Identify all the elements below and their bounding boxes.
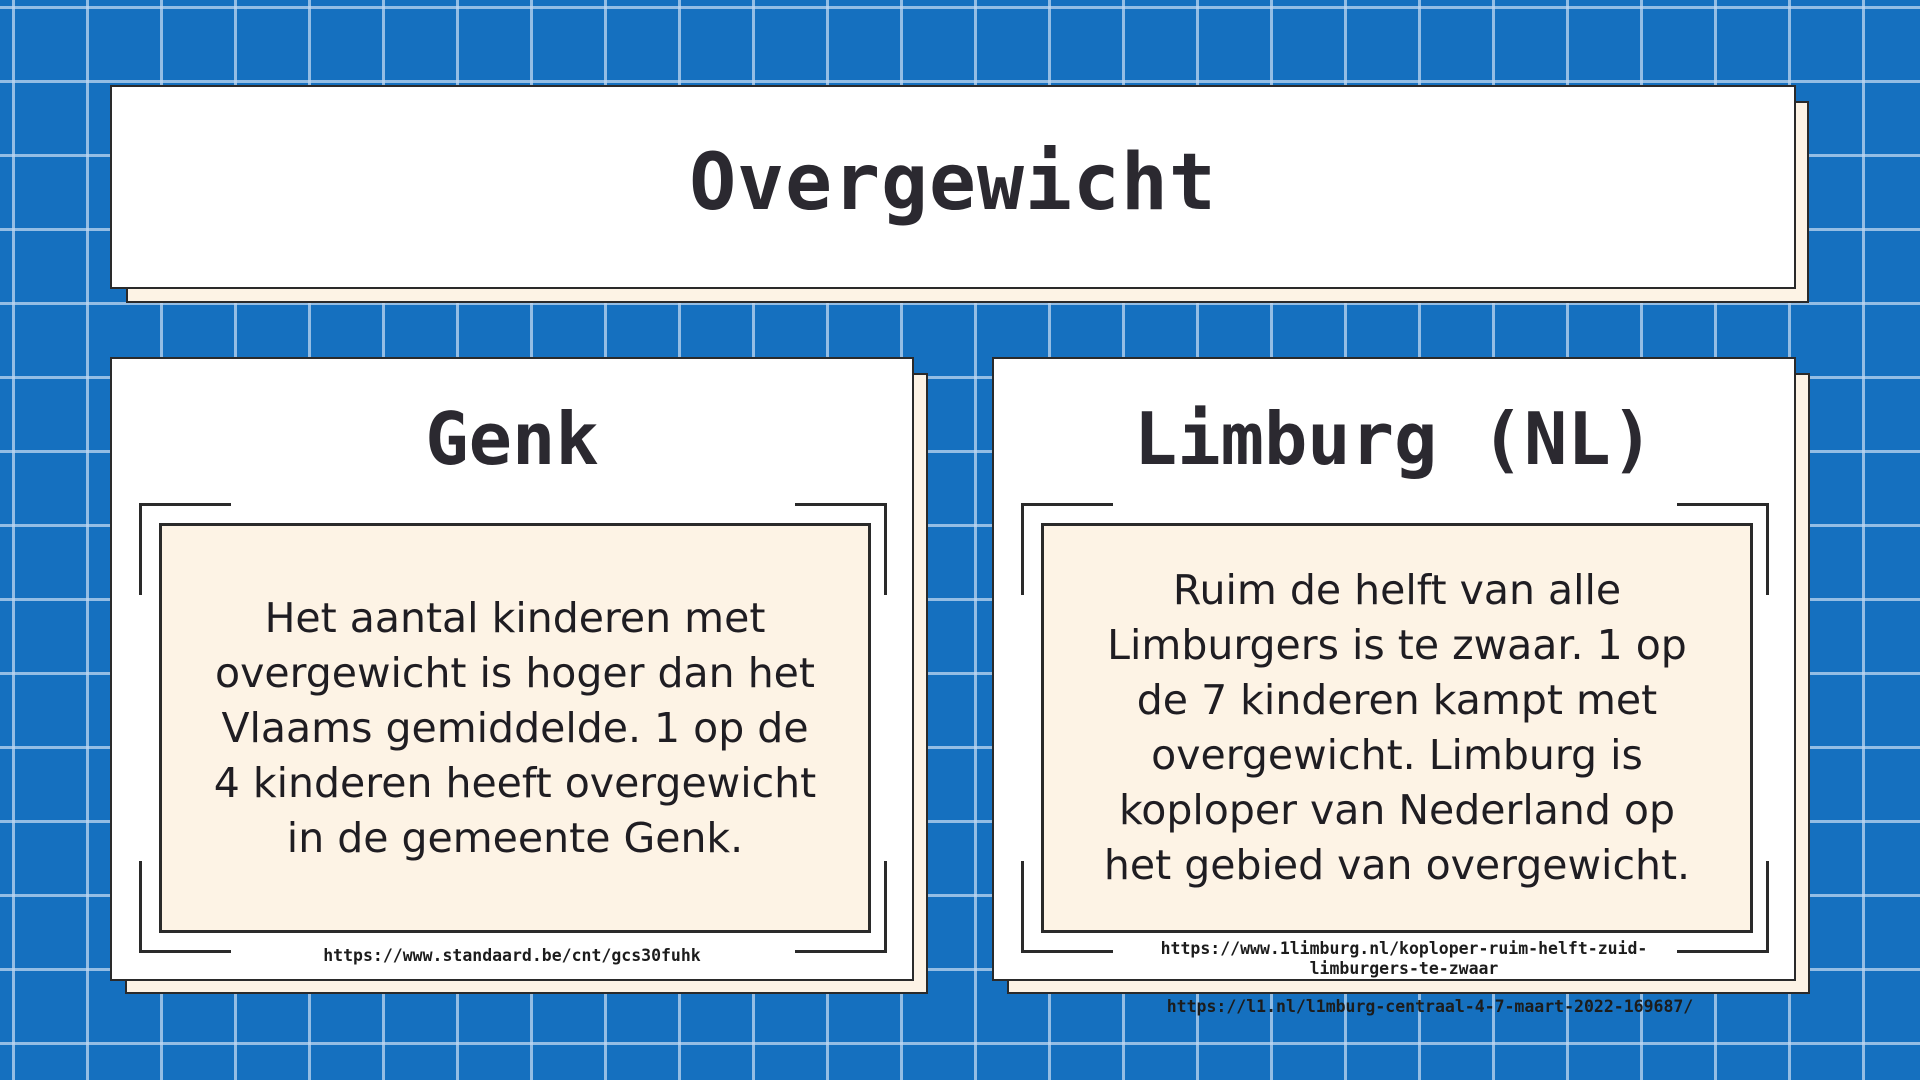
card-heading-limburg: Limburg (NL) bbox=[1133, 397, 1655, 481]
body-text-genk: Het aantal kinderen met overgewicht is hoger dan het Vlaams gemiddelde. 1 op de 4 kinderen heeft overgewicht in de gemeente Genk. bbox=[213, 593, 817, 862]
card-genk bbox=[110, 357, 914, 981]
source-link-1limburg[interactable]: https://www.1limburg.nl/koploper-ruim-helft-zuid-limburgers-te-zwaar bbox=[1160, 939, 1648, 978]
page-title: Overgewicht bbox=[689, 138, 1217, 228]
body-text-limburg: Ruim de helft van alle Limburgers is te zwaar. 1 op de 7 kinderen kampt met overgewicht. Limburg is koploper van Nederland op het gebied van overgewicht. bbox=[1103, 566, 1691, 889]
text-box-limburg bbox=[1041, 523, 1753, 933]
card-limburg bbox=[992, 357, 1796, 981]
source-link-genk[interactable]: https://www.standaard.be/cnt/gcs30fuhk bbox=[323, 946, 701, 965]
card-heading-genk: Genk bbox=[425, 397, 599, 481]
text-box-genk bbox=[159, 523, 871, 933]
title-banner bbox=[110, 85, 1796, 289]
source-link-l1[interactable]: https://l1.nl/l1mburg-centraal-4-7-maart-2022-169687/ bbox=[1166, 997, 1694, 1016]
